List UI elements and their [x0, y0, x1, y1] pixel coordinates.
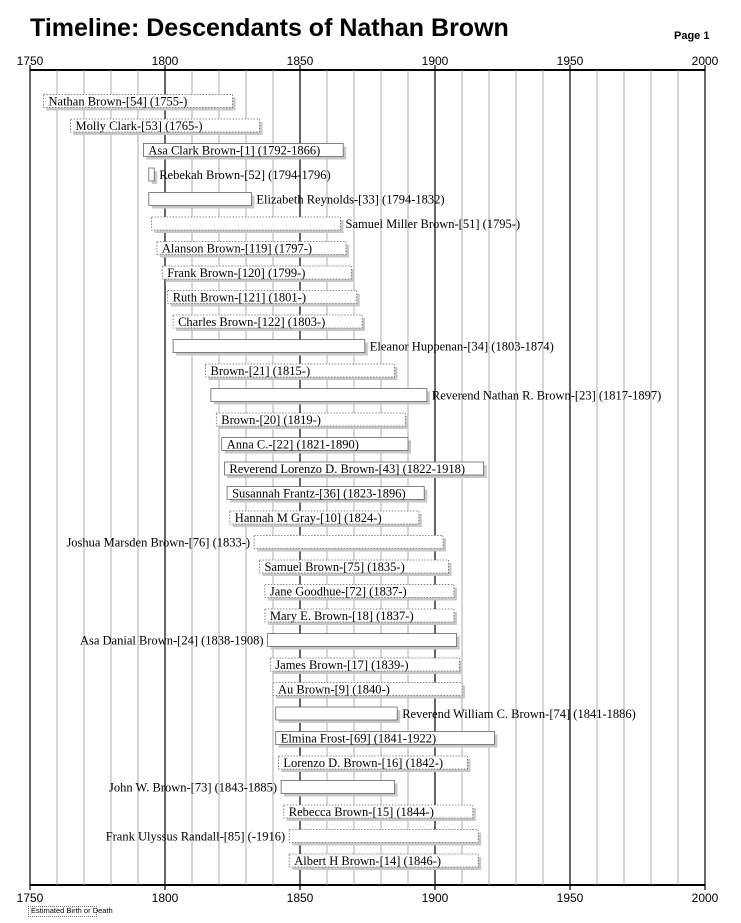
x-tick-label-top: 1800 [151, 54, 179, 68]
entry-label: Frank Brown-[120] (1799-) [167, 265, 306, 280]
entry-label: Molly Clark-[53] (1765-) [75, 118, 203, 133]
entry-label: Anna C.-[22] (1821-1890) [226, 437, 359, 452]
entry-label: Mary E. Brown-[18] (1837-) [269, 608, 414, 623]
x-tick-label-top: 1850 [286, 54, 314, 68]
entry-label: Jane Goodhue-[72] (1837-) [269, 584, 407, 599]
x-tick-label-bottom: 1800 [151, 891, 179, 905]
entry-label: Rebekah Brown-[52] (1794-1796) [159, 167, 331, 182]
x-tick-label-bottom: 1950 [556, 891, 584, 905]
entry-label: Samuel Brown-[75] (1835-) [264, 559, 405, 574]
timeline-bar [152, 217, 341, 230]
page-number: Page 1 [674, 30, 710, 42]
x-tick-label-bottom: 1900 [421, 891, 449, 905]
entry-label: Nathan Brown-[54] (1755-) [48, 94, 188, 109]
x-tick-label-top: 1900 [421, 54, 449, 68]
timeline-bar [276, 707, 398, 720]
entry-label: Brown-[21] (1815-) [210, 363, 311, 378]
entry-label: Ruth Brown-[121] (1801-) [172, 290, 307, 305]
entry-label: Frank Ulyssus Randall-[85] (-1916) [105, 829, 286, 844]
x-tick-label-top: 1750 [16, 54, 44, 68]
x-tick-label-top: 1950 [556, 54, 584, 68]
entry-label: Eleanor Huppenan-[34] (1803-1874) [369, 339, 554, 354]
entry-label: Asa Clark Brown-[1] (1792-1866) [148, 143, 321, 158]
chart-title: Timeline: Descendants of Nathan Brown [30, 14, 509, 42]
entry-label: Reverend Nathan R. Brown-[23] (1817-1897) [431, 388, 662, 403]
timeline-bar [281, 781, 394, 794]
entry-label: James Brown-[17] (1839-) [275, 657, 409, 672]
timeline-bar [254, 536, 443, 549]
legend-estimated-label: Estimated Birth or Death [31, 906, 113, 915]
entry-label: Reverend William C. Brown-[74] (1841-1886) [402, 706, 636, 721]
timeline-bar [268, 634, 457, 647]
entry-label: Lorenzo D. Brown-[16] (1842-) [283, 755, 444, 770]
entry-label: Samuel Miller Brown-[51] (1795-) [345, 216, 521, 231]
timeline-bar [173, 340, 365, 353]
entry-label: John W. Brown-[73] (1843-1885) [109, 780, 278, 795]
entry-label: Asa Danial Brown-[24] (1838-1908) [79, 633, 264, 648]
entry-label: Elmina Frost-[69] (1841-1922) [280, 731, 437, 746]
entry-label: Elizabeth Reynolds-[33] (1794-1832) [256, 192, 445, 207]
timeline-bar [149, 193, 252, 206]
entry-label: Susannah Frantz-[36] (1823-1896) [232, 486, 406, 501]
entry-label: Hannah M Gray-[10] (1824-) [234, 510, 382, 525]
timeline-bar [289, 830, 478, 843]
entry-label: Albert H Brown-[14] (1846-) [294, 853, 442, 868]
x-tick-label-bottom: 1850 [286, 891, 314, 905]
entry-label: Brown-[20] (1819-) [221, 412, 321, 427]
entry-label: Au Brown-[9] (1840-) [278, 682, 390, 697]
entry-label: Alanson Brown-[119] (1797-) [161, 241, 313, 256]
x-tick-label-top: 2000 [691, 54, 719, 68]
entry-label: Charles Brown-[122] (1803-) [178, 314, 326, 329]
timeline-bar [149, 168, 154, 181]
x-tick-label-bottom: 2000 [691, 891, 719, 905]
entry-label: Rebecca Brown-[15] (1844-) [288, 804, 434, 819]
timeline-bar [211, 389, 427, 402]
entry-label: Reverend Lorenzo D. Brown-[43] (1822-1918) [229, 461, 466, 476]
x-tick-label-bottom: 1750 [16, 891, 44, 905]
entry-label: Joshua Marsden Brown-[76] (1833-) [66, 535, 251, 550]
